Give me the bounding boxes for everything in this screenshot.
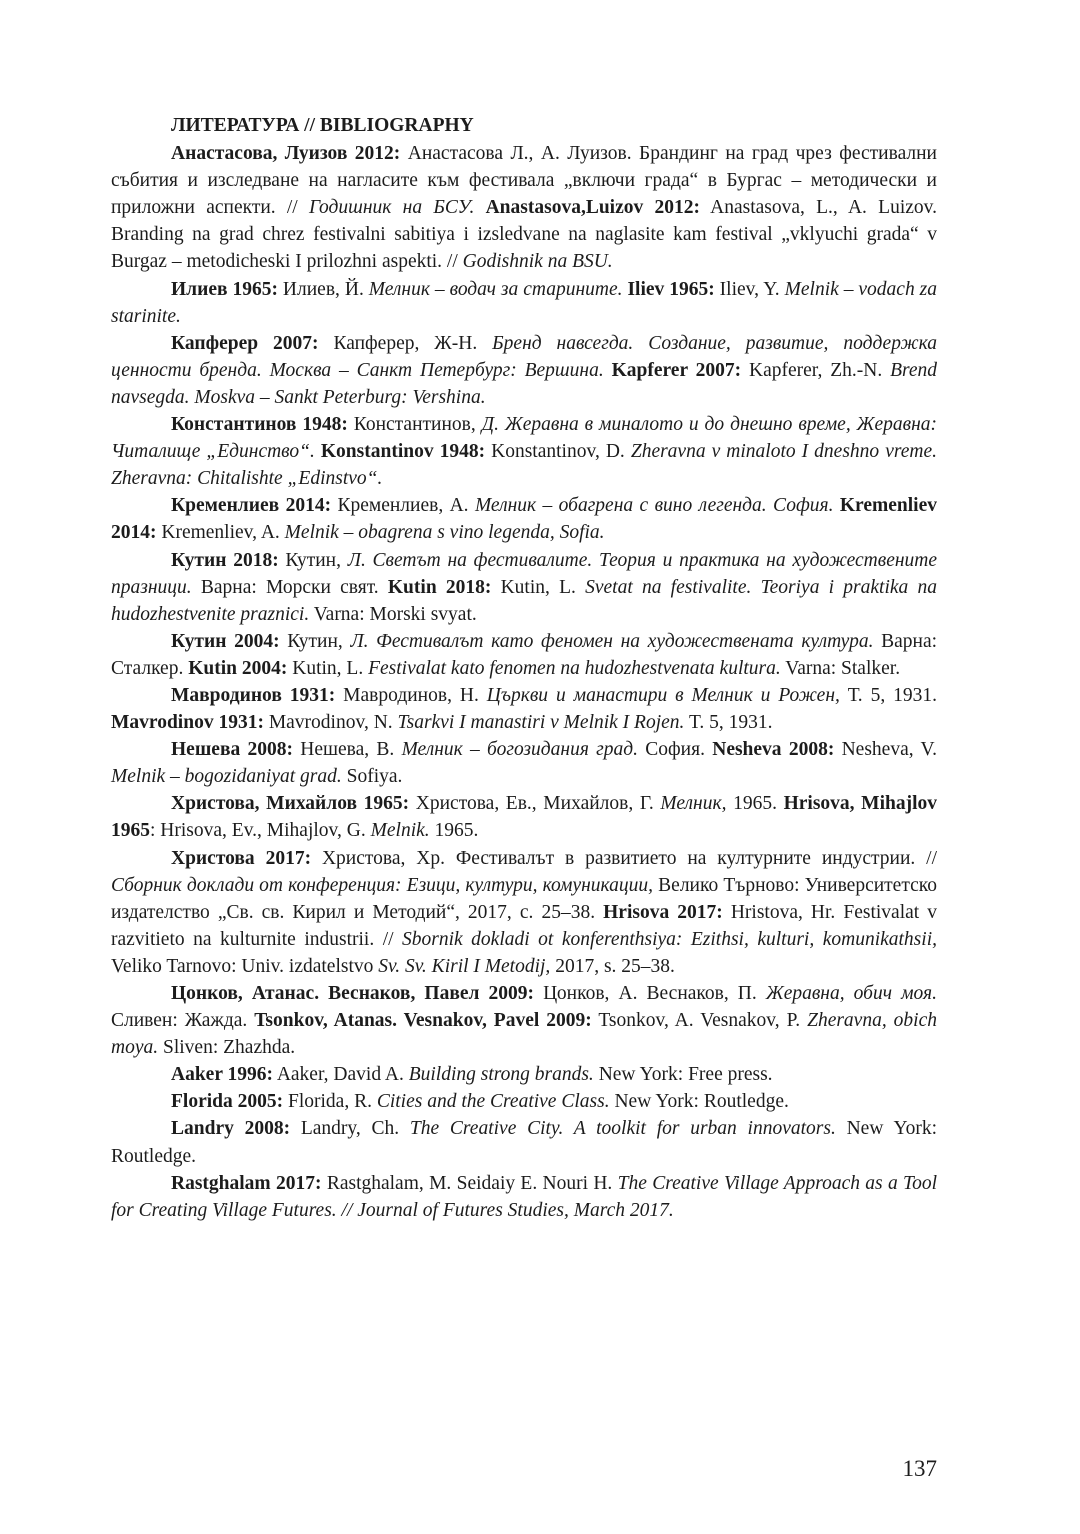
- entry-text: New York: Routledge.: [609, 1091, 789, 1113]
- entry-title: Жеравна, обич моя.: [765, 983, 937, 1004]
- entry-text: Rastghalam, M. Seidaiy E. Nouri H.: [321, 1172, 618, 1194]
- entry-title: Бренд навсегда. Создание, развитие, поддержка ценности бренда. Москва – Санкт Петербург: Вершина.: [111, 332, 937, 381]
- entry-title: Сборник доклади от конференция: Езици, култури, комуникации,: [111, 874, 654, 896]
- entry-text: Илиев, Й.: [277, 278, 369, 300]
- entry-citation-key: Kutin 2018:: [387, 576, 492, 598]
- entry-citation-key: Анастасова, Луизов 2012:: [171, 143, 401, 165]
- entry-citation-key: Nesheva 2008:: [712, 739, 835, 761]
- entry-title: Мелник – водач за старините.: [368, 278, 623, 300]
- entry-title: The Creative City. A toolkit for urban innovators.: [409, 1118, 836, 1140]
- entry-title: Sv. Sv. Kiril I Metodij,: [378, 955, 551, 977]
- bibliography-entry: [111, 1115, 937, 1169]
- entry-title: Brend navsegda. Moskva – Sankt Peterburg: Vershina.: [111, 359, 938, 408]
- entry-text: Т. 5, 1931.: [839, 684, 937, 706]
- entry-text: Цонков, А. Веснаков, П.: [534, 983, 766, 1004]
- entry-citation-key: Florida 2005:: [171, 1091, 284, 1113]
- entry-text: 2017, s. 25–38.: [550, 955, 675, 977]
- entry-text: Кременлиев, А.: [331, 495, 475, 517]
- entry-citation-key: Konstantinov 1948:: [320, 441, 486, 463]
- entry-citation-key: Hrisova, Mihajlov 1965: [111, 793, 937, 842]
- bibliography-list: [111, 140, 937, 1224]
- entry-text: : Hrisova, Ev., Mihajlov, G.: [150, 820, 371, 842]
- entry-text: [604, 360, 612, 381]
- bibliography-entry: [111, 682, 937, 736]
- page-number: 137: [902, 1456, 937, 1481]
- entry-text: Варна: Морски свят.: [191, 576, 388, 598]
- entry-title: The Creative Village Approach as a Tool for Creating Village Futures. // Journal of Futures Studies, March 2017.: [111, 1172, 938, 1221]
- entry-title: Building strong brands.: [408, 1064, 594, 1086]
- entry-text: Veliko Tarnovo: Univ. izdatelstvo: [111, 955, 379, 977]
- bibliography-entry: [111, 330, 937, 411]
- entry-title: Melnik – obagrena s vino legenda, Sofia.: [284, 522, 605, 544]
- entry-citation-key: Rastghalam 2017:: [171, 1172, 322, 1194]
- entry-text: New York: Free press.: [593, 1064, 773, 1086]
- bibliography-entry: [111, 736, 937, 790]
- entry-title: Sbornik dokladi ot konferenthsiya: Ezithsi, kulturi, komunikathsii,: [402, 928, 937, 950]
- entry-text: 1965.: [726, 793, 784, 815]
- entry-title: Festivalat kato fenomen na hudozhestvenata kultura.: [368, 657, 781, 679]
- entry-text: Варна: Сталкер.: [111, 630, 938, 679]
- entry-text: Анастасова Л., А. Луизов. Брандинг на град чрез фестивални събития и изследване на нагласите към фестивала „включи града“ в Бургас – методически и приложни аспекти. //: [111, 143, 937, 219]
- entry-text: Tsonkov, A. Vesnakov, P.: [591, 1010, 808, 1032]
- entry-citation-key: Hrisova 2017:: [603, 901, 723, 923]
- entry-text: Мавродинов, Н.: [335, 684, 487, 706]
- bibliography-entry: [111, 790, 937, 844]
- entry-title: Svetat na festivalite. Teoriya i praktika na hudozhestvenite praznici.: [111, 576, 938, 625]
- entry-citation-key: Kapferer 2007:: [611, 359, 742, 381]
- entry-citation-key: Landry 2008:: [171, 1118, 291, 1140]
- entry-text: Kapferer, Zh.-N.: [741, 359, 891, 381]
- entry-text: Сливен: Жажда.: [111, 1010, 255, 1032]
- entry-title: Zheravna v minaloto I dneshno vreme. Zheravna: Chitalishte „Edinstvo“.: [111, 441, 937, 490]
- entry-text: Нешева, В.: [292, 739, 402, 761]
- entry-title: Melnik – bogozidaniyat grad.: [111, 766, 342, 788]
- entry-text: Mavrodinov, N.: [263, 712, 398, 734]
- entry-title: Мелник – богозидания град.: [401, 739, 639, 761]
- bibliography-entry: [111, 547, 937, 628]
- entry-text: Varna: Stalker.: [780, 657, 901, 679]
- entry-citation-key: Христова 2017:: [171, 847, 312, 869]
- entry-text: София.: [638, 739, 713, 761]
- entry-citation-key: Кутин 2004:: [171, 630, 280, 652]
- entry-text: New York: Routledge.: [111, 1118, 937, 1167]
- section-heading: ЛИТЕРАТУРА // BIBLIOGRAPHY: [171, 115, 474, 136]
- entry-title: Godishnik na BSU.: [462, 251, 613, 273]
- entry-text: Христова, Хр. Фестивалът в развитието на културните индустрии. //: [311, 847, 937, 869]
- entry-title: Л. Светът на фестивалите. Теория и практика на художествените празници.: [111, 549, 938, 598]
- entry-text: Велико Търново: Университетско издателство „Св. св. Кирил и Методий“, 2017, с. 25–38.: [111, 874, 937, 923]
- entry-citation-key: Кременлиев 2014:: [171, 495, 332, 517]
- entry-title: Д. Жеравна в миналото и до днешно време, Жеравна: Читалище „Единство“.: [111, 414, 938, 463]
- bibliography-entry: [111, 276, 937, 330]
- entry-citation-key: Kutin 2004:: [188, 657, 288, 679]
- entry-title: Мелник,: [660, 793, 727, 815]
- bibliography-entry: [111, 1061, 937, 1088]
- bibliography-entry: [111, 140, 937, 275]
- entry-citation-key: Мавродинов 1931:: [171, 684, 336, 706]
- entry-title: Melnik – vodach za starinite.: [111, 278, 938, 327]
- entry-text: Sliven: Zhazhda.: [158, 1037, 296, 1059]
- entry-citation-key: Tsonkov, Atanas. Vesnakov, Pavel 2009:: [254, 1010, 592, 1032]
- entry-title: Melnik.: [370, 820, 430, 842]
- entry-title: Zheravna, obich moya.: [111, 1010, 937, 1059]
- entry-text: Kutin, L.: [287, 657, 369, 679]
- entry-text: Константинов,: [347, 414, 482, 436]
- entry-title: Мелник – обагрена с вино легенда. София.: [474, 495, 834, 517]
- entry-text: Капферер, Ж-Н.: [318, 332, 493, 354]
- entry-title: Л. Фестивалът като феномен на художествената култура.: [350, 630, 874, 652]
- entry-citation-key: Цонков, Атанас. Веснаков, Павел 2009:: [171, 983, 535, 1004]
- bibliography-entry: [111, 1088, 937, 1115]
- entry-text: Hristova, Hr. Festivalat v razvitieto na kulturnite industrii. //: [111, 901, 937, 950]
- entry-text: Landry, Ch.: [290, 1118, 410, 1140]
- entry-text: Florida, R.: [283, 1091, 377, 1113]
- entry-citation-key: Константинов 1948:: [171, 414, 348, 436]
- entry-text: Iliev, Y.: [714, 278, 785, 300]
- entry-text: Kremenliev, A.: [156, 522, 285, 544]
- entry-citation-key: Mavrodinov 1931:: [111, 712, 264, 734]
- entry-text: [474, 197, 485, 218]
- entry-text: Кутин,: [279, 630, 351, 652]
- entry-citation-key: Iliev 1965:: [627, 278, 715, 300]
- entry-citation-key: Христова, Михайлов 1965:: [171, 793, 410, 815]
- bibliography-entry: [111, 1170, 937, 1224]
- entry-title: Годишник на БСУ.: [308, 197, 475, 219]
- entry-citation-key: Нешева 2008:: [171, 739, 293, 761]
- entry-citation-key: Kremenliev 2014:: [111, 495, 937, 544]
- entry-text: Konstantinov, D.: [485, 441, 631, 463]
- entry-text: Христова, Ев., Михайлов, Г.: [409, 793, 661, 815]
- entry-citation-key: Кутин 2018:: [171, 549, 279, 571]
- entry-title: Църкви и манастири в Мелник и Рожен,: [486, 684, 840, 706]
- entry-citation-key: Илиев 1965:: [171, 278, 278, 300]
- entry-text: Nesheva, V.: [834, 739, 937, 761]
- entry-text: Anastasova, L., A. Luizov. Branding na grad chrez festivalni sabitiya i izsledvane na naglasite kam festival „vklyuchi grada“ v Burgaz – metodicheski I prilozhni aspekti. //: [111, 197, 938, 273]
- entry-text: Kutin, L.: [491, 576, 586, 598]
- bibliography-entry: [111, 411, 937, 492]
- entry-citation-key: Капферер 2007:: [171, 332, 319, 354]
- entry-title: Cities and the Creative Class.: [376, 1091, 610, 1113]
- bibliography-entry: [111, 980, 937, 1061]
- entry-citation-key: Anastasova,Luizov 2012:: [485, 197, 700, 219]
- entry-text: Varna: Morski svyat.: [309, 603, 477, 625]
- bibliography-entry: [111, 628, 937, 682]
- entry-text: Aaker, David A.: [273, 1064, 409, 1086]
- entry-citation-key: Aaker 1996:: [171, 1064, 274, 1086]
- entry-text: Sofiya.: [341, 766, 403, 788]
- bibliography-entry: [111, 492, 937, 546]
- entry-text: T. 5, 1931.: [684, 712, 773, 734]
- entry-title: Tsarkvi I manastiri v Melnik I Rojen.: [397, 712, 685, 734]
- entry-text: Кутин,: [278, 549, 348, 571]
- bibliography-entry: [111, 845, 937, 980]
- entry-text: 1965.: [429, 820, 479, 842]
- bibliography-section: [111, 112, 937, 1224]
